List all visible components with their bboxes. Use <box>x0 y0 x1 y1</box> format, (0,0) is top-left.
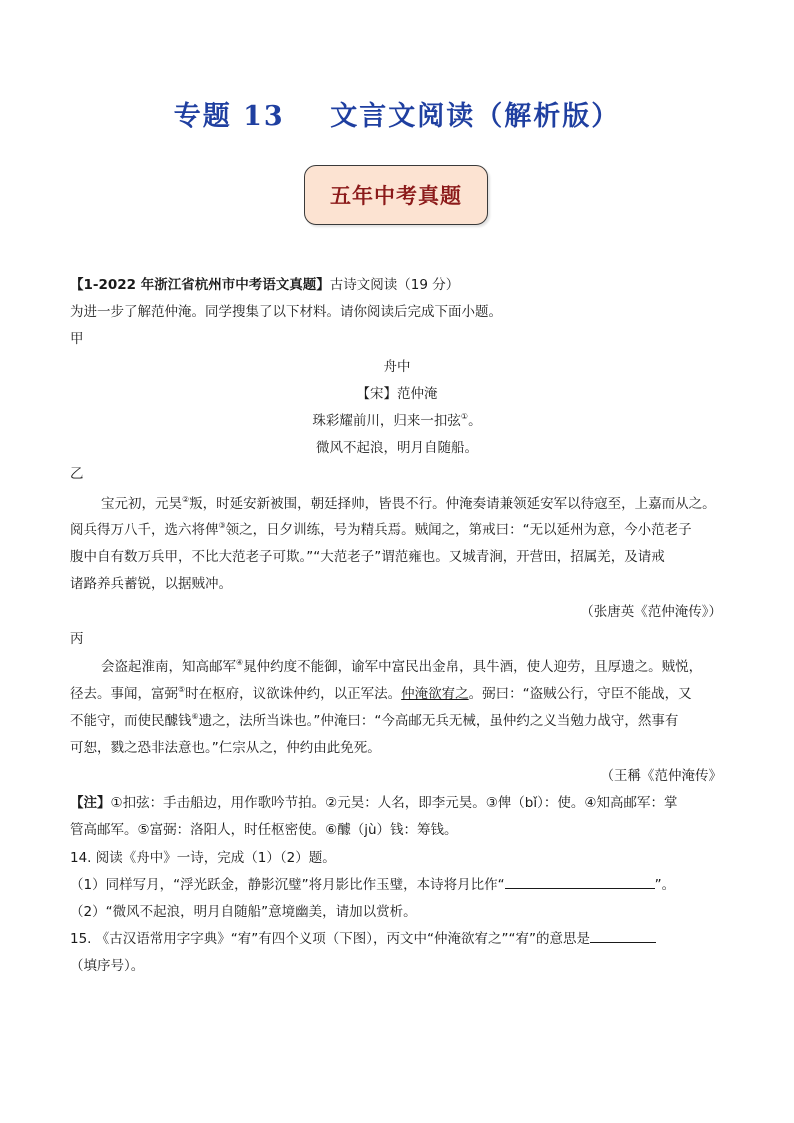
text-run: 宝元初，元昊 <box>101 496 182 512</box>
bing-paragraph-line-3 <box>70 712 678 730</box>
poem-line-1-end: 。 <box>468 413 482 429</box>
poem-line-2: 微风不起浪，明月自随船。 <box>316 440 478 456</box>
bing-paragraph-line-4: 可恕，戮之恐非法意也。”仁宗从之，仲约由此免死。 <box>70 740 381 756</box>
yi-paragraph-line-4: 诸路养兵蓄锐，以据贼冲。 <box>70 576 232 592</box>
footnote-marker: ⑥ <box>191 712 199 721</box>
text-run: ①扣弦：手击船边，用作歌吟节拍。②元昊：人名，即李元昊。③俾（bǐ）：使。④知高邮军：掌 <box>110 795 678 811</box>
text-run: 晁仲约度不能御，谕军中富民出金帛，具牛酒，使人迎劳，且厚遗之。贼悦， <box>243 659 703 675</box>
question-15-end: （填序号）。 <box>70 958 145 974</box>
notes-line-2: 管高邮军。⑤富弼：洛阳人，时任枢密使。⑥醵（jù）钱：筹钱。 <box>70 822 458 838</box>
footnote-marker: ③ <box>218 521 226 530</box>
text-run: 阅兵得万八千，选六将俾 <box>70 522 219 538</box>
footnote-marker: ⑤ <box>178 685 186 694</box>
yi-paragraph-line-3: 腹中自有数万兵甲，不比大范老子可欺。”“大范老子”谓范雍也。又城青涧，开营田，招属羌，及请戒 <box>70 549 665 565</box>
text-run: 会盗起淮南，知高邮军 <box>101 659 236 675</box>
text-run: 不能守，而使民醵钱 <box>70 713 192 729</box>
question-14: 14. 阅读《舟中》一诗，完成（1）（2）题。 <box>70 850 336 866</box>
question-source: 【1-2022 年浙江省杭州市中考语文真题】 <box>70 277 330 293</box>
text-run: ”。 <box>654 877 676 893</box>
footnote-marker: ② <box>182 495 190 504</box>
text-run: 径去。事闻，富弼 <box>70 686 178 702</box>
notes-line-1 <box>70 794 677 812</box>
section-label-jia: 甲 <box>70 331 84 347</box>
bing-paragraph-line-1 <box>101 658 702 676</box>
section-badge: 五年中考真题 <box>304 165 488 225</box>
question-source-line <box>70 276 459 294</box>
poem-line-1 <box>0 412 794 430</box>
section-label-bing: 丙 <box>70 631 84 647</box>
yi-source: （张唐英《范仲淹传》） <box>580 604 722 620</box>
text-run: 领之，日夕训练，号为精兵焉。贼闻之，第戒曰：“无以延州为意，今小范老子 <box>225 522 692 538</box>
underlined-sentence: 仲淹欲宥之 <box>401 686 469 702</box>
text-run: 。弼曰：“盗贼公行，守臣不能战，又 <box>468 686 692 702</box>
notes-label: 【注】 <box>70 795 111 811</box>
text-run: 叛，时延安新被围，朝廷择帅，皆畏不行。仲淹奏请兼领延安军以待寇至，上嘉而从之。 <box>189 496 716 512</box>
answer-blank[interactable] <box>590 930 656 943</box>
answer-blank[interactable] <box>505 876 655 889</box>
question-15 <box>70 930 656 948</box>
question-14-1 <box>70 876 675 894</box>
question-14-2: （2）“微风不起浪，明月自随船”意境幽美，请加以赏析。 <box>70 904 417 920</box>
section-label-yi: 乙 <box>70 466 84 482</box>
text-run: 遗之，法所当诛也。”仲淹曰：“今高邮无兵无械，虽仲约之义当勉力战守，然事有 <box>198 713 679 729</box>
footnote-marker: ④ <box>236 658 244 667</box>
text-run: 时在枢府，议欲诛仲约，以正军法。 <box>185 686 402 702</box>
bing-paragraph-line-2 <box>70 685 692 703</box>
yi-paragraph-line-1 <box>101 495 716 513</box>
question-intro: 为进一步了解范仲淹。同学搜集了以下材料。请你阅读后完成下面小题。 <box>70 304 502 320</box>
footnote-marker: ① <box>460 412 469 421</box>
bing-source: （王稱《范仲淹传》 <box>600 768 722 784</box>
page-title: 专题 13 文言文阅读（解析版） <box>173 101 621 132</box>
poem-title: 舟中 <box>383 359 411 375</box>
yi-paragraph-line-2 <box>70 521 692 539</box>
poem-author: 【宋】范仲淹 <box>356 386 438 402</box>
text-run: 15. 《古汉语常用字字典》“宥”有四个义项（下图），丙文中“仲淹欲宥之”“宥”的意思是 <box>70 931 590 947</box>
text-run: （1）同样写月，“浮光跃金，静影沉璧”将月影比作玉璧，本诗将月比作“ <box>70 877 505 893</box>
poem-line-1-text: 珠彩耀前川，归来一扣弦 <box>312 413 461 429</box>
question-source-desc: 古诗文阅读（19 分） <box>329 277 460 293</box>
